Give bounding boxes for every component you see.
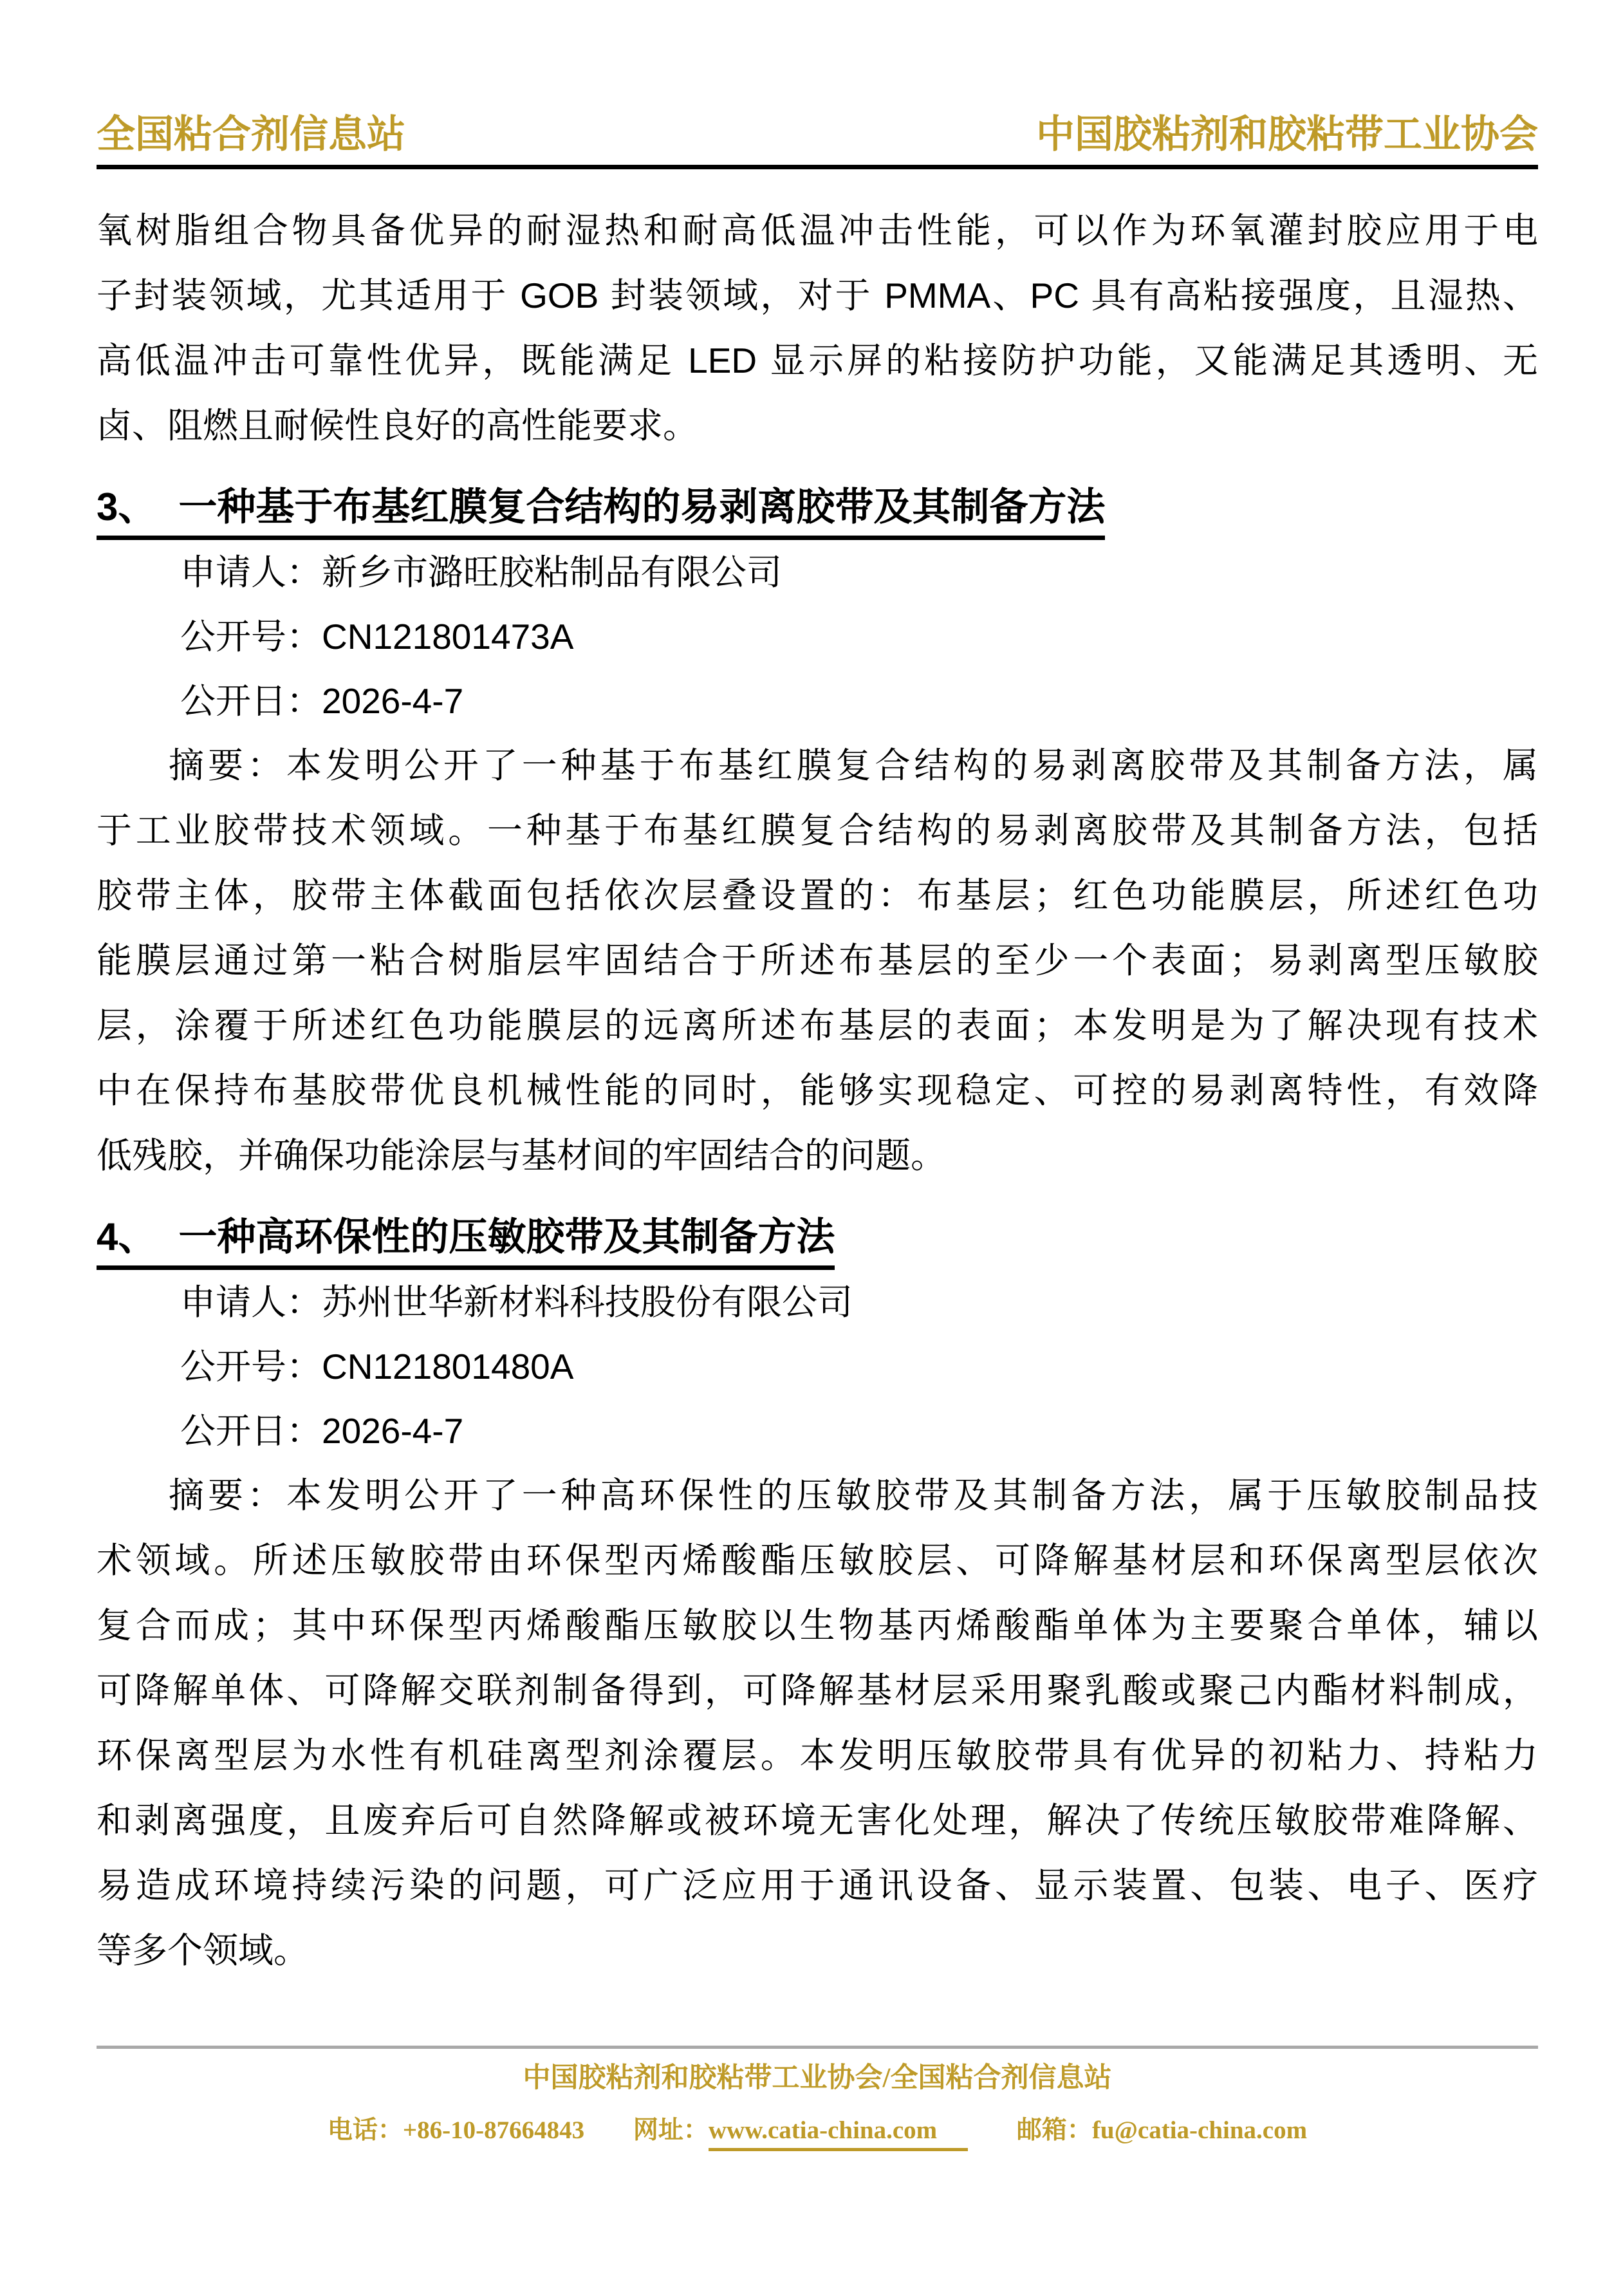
publication-date-label: 公开日： — [180, 681, 322, 721]
text-line: 于工业胶带技术领域。一种基于布基红膜复合结构的易剥离胶带及其制备方法，包括 — [97, 810, 1538, 850]
publication-no-label: 公开号： — [180, 617, 322, 657]
patent-3-applicant-row — [180, 540, 1538, 604]
patent-3-fields — [97, 540, 1538, 733]
patent-4-pubdate-row — [180, 1399, 1538, 1463]
publication-date-value: 2026-4-7 — [322, 681, 464, 721]
text-line: 摘要：本发明公开了一种基于布基红膜复合结构的易剥离胶带及其制备方法，属 — [169, 745, 1538, 785]
patent-4-fields — [97, 1270, 1538, 1463]
website-link[interactable]: www.catia-china.com — [709, 2116, 968, 2151]
text-line: 胶带主体，胶带主体截面包括依次层叠设置的：布基层；红色功能膜层，所述红色功 — [97, 875, 1538, 915]
publication-no-value: CN121801480A — [322, 1347, 574, 1386]
text-line: 中在保持布基胶带优良机械性能的同时，能够实现稳定、可控的易剥离特性，有效降 — [97, 1070, 1538, 1110]
text-line: 摘要：本发明公开了一种高环保性的压敏胶带及其制备方法，属于压敏胶制品技 — [169, 1475, 1538, 1515]
email-label: 邮箱： — [1016, 2116, 1092, 2144]
patent-4-number: 4、 — [97, 1215, 157, 1258]
page-footer — [97, 2046, 1538, 2147]
patent-4-abstract — [97, 1463, 1538, 1983]
website-label: 网址： — [633, 2116, 709, 2144]
footer-website — [633, 2116, 968, 2144]
header-site-name: 全国粘合剂信息站 — [97, 113, 405, 156]
publication-date-label: 公开日： — [180, 1411, 322, 1451]
footer-divider — [97, 2046, 1538, 2049]
patent-3-pubdate-row — [180, 669, 1538, 733]
publication-no-label: 公开号： — [180, 1347, 322, 1386]
patent-4-applicant-row — [180, 1270, 1538, 1334]
page-header — [97, 112, 1538, 157]
text-line: 等多个领域。 — [97, 1930, 310, 1970]
text-line: 环保离型层为水性有机硅离型剂涂覆层。本发明压敏胶带具有优异的初粘力、持粘力 — [97, 1735, 1538, 1775]
email-value: fu@catia-china.com — [1091, 2116, 1308, 2144]
patent-4-heading-underline — [97, 1214, 835, 1270]
footer-email — [1017, 2116, 1307, 2144]
patent-3-abstract — [97, 733, 1538, 1188]
header-divider — [97, 165, 1538, 169]
patent-3-title: 一种基于布基红膜复合结构的易剥离胶带及其制备方法 — [178, 485, 1106, 528]
publication-date-value: 2026-4-7 — [322, 1411, 464, 1451]
applicant-label: 申请人： — [180, 552, 322, 592]
footer-phone — [328, 2116, 584, 2144]
patent-3-heading — [97, 484, 1538, 540]
text-line: 子封装领域，尤其适用于 GOB 封装领域，对于 PMMA、PC 具有高粘接强度，且湿热、 — [97, 275, 1538, 315]
text-line: 氧树脂组合物具备优异的耐湿热和耐高低温冲击性能，可以作为环氧灌封胶应用于电 — [97, 210, 1538, 250]
applicant-label: 申请人： — [180, 1282, 322, 1322]
text-line: 和剥离强度，且废弃后可自然降解或被环境无害化处理，解决了传统压敏胶带难降解、 — [97, 1800, 1538, 1840]
text-line: 复合而成；其中环保型丙烯酸酯压敏胶以生物基丙烯酸酯单体为主要聚合单体，辅以 — [97, 1605, 1538, 1645]
applicant-value: 新乡市潞旺胶粘制品有限公司 — [322, 552, 783, 592]
patent-entry-3 — [97, 484, 1538, 1188]
intro-paragraph — [97, 198, 1538, 458]
text-line: 易造成环境持续污染的问题，可广泛应用于通讯设备、显示装置、包装、电子、医疗 — [97, 1865, 1538, 1905]
publication-no-value: CN121801473A — [322, 617, 574, 657]
text-line: 能膜层通过第一粘合树脂层牢固结合于所述布基层的至少一个表面；易剥离型压敏胶 — [97, 940, 1538, 980]
phone-label: 电话： — [327, 2116, 403, 2144]
text-line: 术领域。所述压敏胶带由环保型丙烯酸酯压敏胶层、可降解基材层和环保离型层依次 — [97, 1540, 1538, 1580]
text-line: 可降解单体、可降解交联剂制备得到，可降解基材层采用聚乳酸或聚己内酯材料制成， — [97, 1670, 1538, 1710]
phone-value: +86-10-87664843 — [402, 2116, 585, 2144]
header-association-name: 中国胶粘剂和胶粘带工业协会 — [1036, 113, 1538, 156]
text-line: 层，涂覆于所述红色功能膜层的远离所述布基层的表面；本发明是为了解决现有技术 — [97, 1005, 1538, 1045]
footer-organization-line: 中国胶粘剂和胶粘带工业协会/全国粘合剂信息站 — [523, 2063, 1112, 2093]
patent-4-title: 一种高环保性的压敏胶带及其制备方法 — [178, 1215, 835, 1258]
applicant-value: 苏州世华新材料科技股份有限公司 — [322, 1282, 853, 1322]
patent-4-heading — [97, 1214, 1538, 1270]
text-line: 低残胶，并确保功能涂层与基材间的牢固结合的问题。 — [97, 1135, 947, 1175]
patent-entry-4 — [97, 1214, 1538, 1983]
patent-3-heading-underline — [97, 484, 1105, 540]
text-line: 卤、阻燃且耐候性良好的高性能要求。 — [97, 406, 699, 445]
patent-3-pubno-row — [180, 604, 1538, 669]
text-line: 高低温冲击可靠性优异，既能满足 LED 显示屏的粘接防护功能，又能满足其透明、无 — [97, 341, 1538, 380]
patent-3-number: 3、 — [97, 485, 157, 528]
patent-4-pubno-row — [180, 1334, 1538, 1399]
footer-contact-line — [97, 2114, 1538, 2147]
